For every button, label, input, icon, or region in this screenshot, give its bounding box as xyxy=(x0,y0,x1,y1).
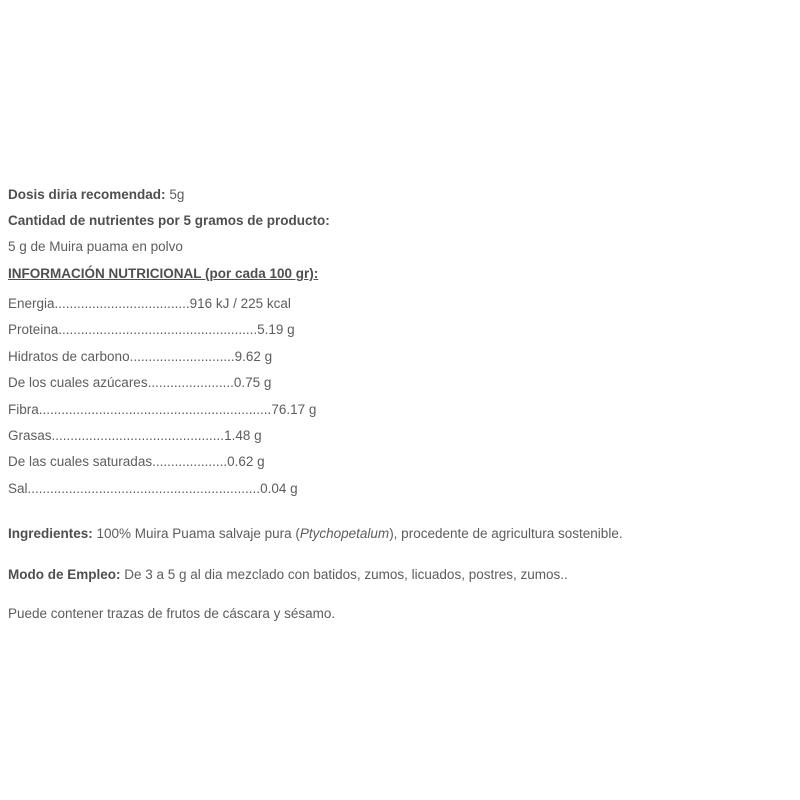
nutrition-heading-wrapper xyxy=(8,260,792,287)
nutrition-row-name: Energia xyxy=(8,296,55,311)
nutrition-row-value: 5.19 g xyxy=(257,322,295,338)
nutrition-row-value: 0.04 g xyxy=(260,480,298,496)
nutrition-row-name: Hidratos de carbono xyxy=(8,348,130,364)
recommended-dose-line xyxy=(8,182,792,208)
nutrition-row-name: De los cuales azúcares xyxy=(8,375,148,391)
nutrition-row-dots: .............................................................. xyxy=(27,480,261,496)
nutrition-row-name: Grasas xyxy=(8,428,52,444)
nutrition-row-name: Sal xyxy=(8,480,28,496)
nutrition-table xyxy=(8,291,792,502)
nutrition-row xyxy=(8,397,792,423)
ingredients-botanical-name: Ptychopetalum xyxy=(299,526,390,542)
nutrition-row xyxy=(8,291,792,317)
nutrition-row xyxy=(8,370,792,396)
nutrition-row-dots: ....................... xyxy=(147,375,234,391)
usage-text: De 3 a 5 g al dia mezclado con batidos, zumos, licuados, postres, zumos.. xyxy=(120,567,568,583)
nutrition-row-dots: .............................................. xyxy=(51,428,225,444)
nutrition-information-heading: INFORMACIÓN NUTRICIONAL (por cada 100 gr): xyxy=(8,266,319,281)
nutrition-row-name: De las cuales saturadas xyxy=(8,454,153,470)
nutrition-row-value: 76.17 g xyxy=(271,401,317,417)
spacer-before-usage xyxy=(8,544,792,565)
nutrition-row-dots: ..................................................... xyxy=(58,322,258,338)
usage-paragraph xyxy=(8,565,792,585)
nutrient-amount-heading: Cantidad de nutrientes por 5 gramos de producto: xyxy=(8,213,330,228)
nutrition-row-value: 916 kJ / 225 kcal xyxy=(189,296,291,311)
nutrition-row-dots: .................... xyxy=(152,454,228,470)
nutrition-row xyxy=(8,317,792,343)
ingredients-text-after: ), procedente de agricultura sostenible. xyxy=(389,526,623,542)
allergen-warning: Puede contener trazas de frutos de cáscara y sésamo. xyxy=(8,606,336,622)
spacer-before-ingredients xyxy=(8,502,792,524)
nutrition-row-value: 0.75 g xyxy=(233,375,272,391)
nutrition-row-dots: .................................... xyxy=(54,296,190,311)
nutrition-row-dots: .............................................................. xyxy=(38,401,272,417)
nutrition-row xyxy=(8,344,792,370)
nutrition-row xyxy=(8,476,792,502)
nutrition-row-name: Fibra xyxy=(8,401,39,417)
nutrition-row-value: 1.48 g xyxy=(224,428,262,444)
nutrient-amount-detail: 5 g de Muira puama en polvo xyxy=(8,239,183,254)
ingredients-label: Ingredientes: xyxy=(8,526,93,542)
recommended-dose-value: 5g xyxy=(169,187,185,202)
nutrition-row-value: 9.62 g xyxy=(234,348,273,364)
nutrition-row-dots: ............................ xyxy=(129,348,235,364)
usage-label: Modo de Empleo: xyxy=(8,567,121,583)
nutrition-row-value: 0.62 g xyxy=(227,454,265,470)
nutrition-row xyxy=(8,423,792,449)
recommended-dose-label: Dosis diria recomendad: xyxy=(8,187,166,202)
document-content xyxy=(8,182,792,624)
nutrition-row xyxy=(8,449,792,475)
nutrition-row-name: Proteina xyxy=(8,322,59,338)
ingredients-text-before: 100% Muira Puama salvaje pura ( xyxy=(92,526,300,542)
ingredients-paragraph xyxy=(8,524,792,544)
spacer-before-allergens xyxy=(8,585,792,604)
